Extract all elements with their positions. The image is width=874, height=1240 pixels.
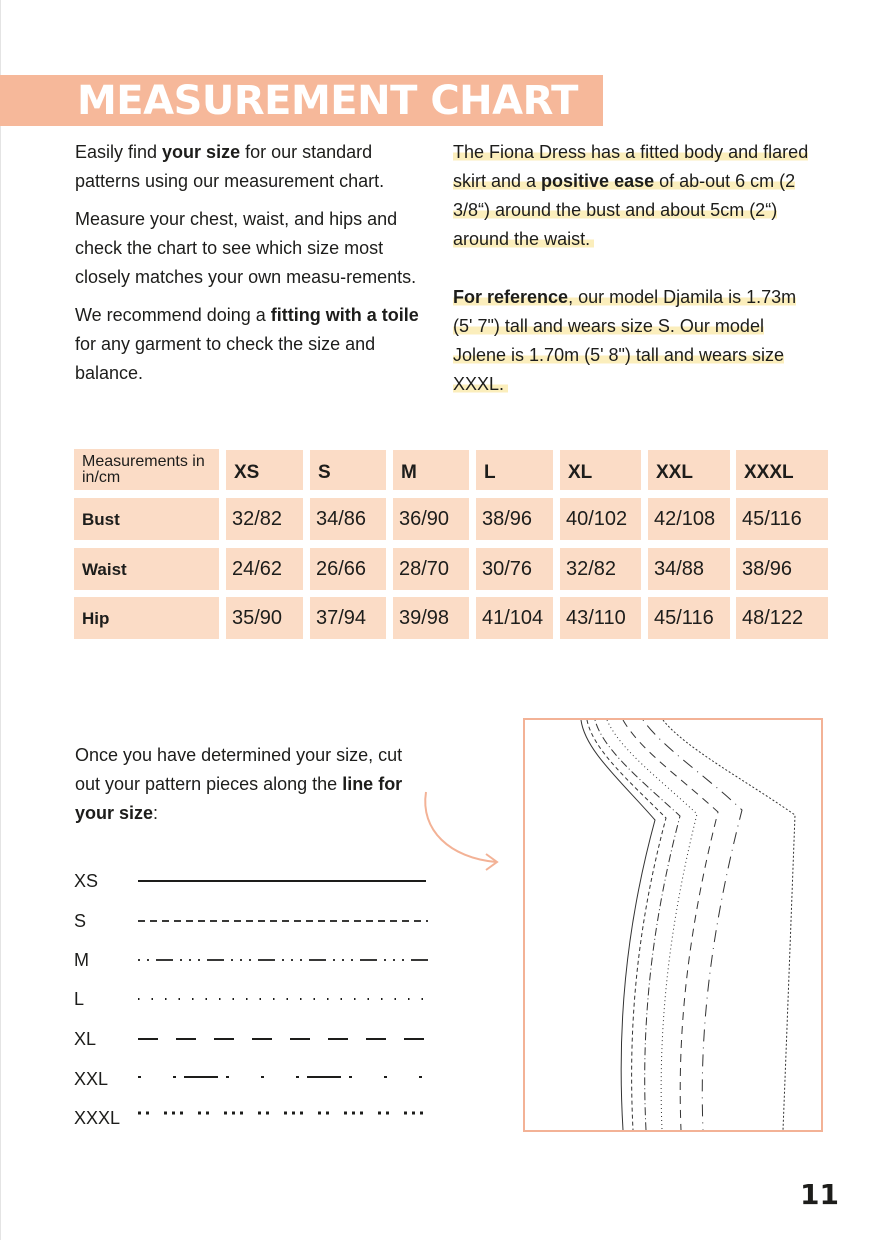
legend-label-l: L — [74, 989, 85, 1009]
pattern-lines-illustration — [525, 720, 821, 1130]
size-header-xs: XS — [226, 450, 303, 490]
waist-value-m: 28/70 — [393, 548, 469, 590]
intro-text: for our standard patterns using our measurement chart. — [75, 142, 385, 191]
instructions-text: Once you have determined your size, cut out your pattern pieces along the — [75, 745, 403, 794]
fit-note-text: of ab-out 6 cm (2 3/8“) around the bust and about 5cm (2“) around the waist. — [453, 171, 796, 249]
page-edge — [0, 0, 1, 1240]
line-style-m — [138, 955, 433, 965]
size-header-xxxl: XXXL — [736, 450, 828, 490]
instructions-text: : — [153, 803, 159, 823]
size-header-xxl: XXL — [648, 450, 730, 490]
pattern-lines-diagram — [523, 718, 823, 1132]
size-header-m: M — [393, 450, 469, 490]
intro-column — [75, 138, 435, 397]
waist-value-l: 30/76 — [476, 548, 553, 590]
fit-note-text: , our model Djamila is 1.73m (5' 7") tall and wears size S. Our model Jolene is 1.70m (5' 8") tall and wears size XXXL. — [453, 287, 797, 394]
fit-note-text: The Fiona Dress has a fitted body and flared skirt and a — [453, 142, 809, 191]
cutting-instructions-text — [75, 741, 415, 828]
hip-value-m: 39/98 — [393, 597, 469, 639]
line-style-xl — [138, 1034, 433, 1044]
intro-emphasis: your size — [162, 142, 241, 162]
page-number: 11 — [800, 1178, 839, 1211]
cutting-instructions — [75, 741, 415, 828]
hip-value-l: 41/104 — [476, 597, 553, 639]
hip-value-xs: 35/90 — [226, 597, 303, 639]
legend-label-xxl: XXL — [74, 1069, 109, 1089]
intro-text: for any garment to check the size and balance. — [75, 334, 376, 383]
bust-value-xs: 32/82 — [226, 498, 303, 540]
size-header-xl: XL — [560, 450, 641, 490]
hip-value-s: 37/94 — [310, 597, 386, 639]
fit-note-paragraph-2 — [453, 283, 813, 399]
fit-note-paragraph-1 — [453, 138, 813, 254]
intro-emphasis: fitting with a toile — [270, 305, 419, 325]
hip-value-xxxl: 48/122 — [736, 597, 828, 639]
intro-text: Easily find — [75, 142, 163, 162]
intro-text: We recommend doing a — [75, 305, 271, 325]
size-header-s: S — [310, 450, 386, 490]
bust-value-l: 38/96 — [476, 498, 553, 540]
bust-value-m: 36/90 — [393, 498, 469, 540]
bust-value-s: 34/86 — [310, 498, 386, 540]
legend-label-xl: XL — [74, 1029, 97, 1049]
legend-label-xs: XS — [74, 871, 99, 891]
line-style-xxl — [138, 1072, 433, 1082]
fit-note-emphasis: For reference — [453, 287, 569, 307]
legend-label-s: S — [74, 911, 87, 931]
waist-value-xxxl: 38/96 — [736, 548, 828, 590]
row-label-waist: Waist — [74, 548, 219, 590]
fit-note-column — [453, 138, 813, 399]
row-label-bust: Bust — [74, 498, 219, 540]
curved-arrow-icon — [420, 790, 502, 870]
hip-value-xxl: 45/116 — [648, 597, 730, 639]
waist-value-xs: 24/62 — [226, 548, 303, 590]
instructions-emphasis: line for your size — [75, 774, 403, 823]
bust-value-xxxl: 45/116 — [736, 498, 828, 540]
legend-label-m: M — [74, 950, 89, 970]
waist-value-xxl: 34/88 — [648, 548, 730, 590]
line-style-xs — [138, 876, 433, 886]
line-style-xxxl — [138, 1108, 433, 1118]
intro-paragraph-2: Measure your chest, waist, and hips and check the chart to see which size most closely matches your own measu-rements. — [75, 209, 417, 287]
table-corner-label: Measurements in in/cm — [74, 449, 219, 490]
line-style-s — [138, 916, 433, 926]
bust-value-xl: 40/102 — [560, 498, 641, 540]
size-header-l: L — [476, 450, 553, 490]
intro-paragraph-1 — [75, 138, 435, 196]
waist-value-xl: 32/82 — [560, 548, 641, 590]
row-label-hip: Hip — [74, 597, 219, 639]
fit-note-emphasis: positive ease — [541, 171, 655, 191]
bust-value-xxl: 42/108 — [648, 498, 730, 540]
waist-value-s: 26/66 — [310, 548, 386, 590]
line-style-l — [138, 994, 433, 1004]
hip-value-xl: 43/110 — [560, 597, 641, 639]
intro-paragraph-3 — [75, 301, 435, 388]
page-title: MEASUREMENT CHART — [77, 78, 578, 124]
legend-label-xxxl: XXXL — [74, 1108, 121, 1128]
